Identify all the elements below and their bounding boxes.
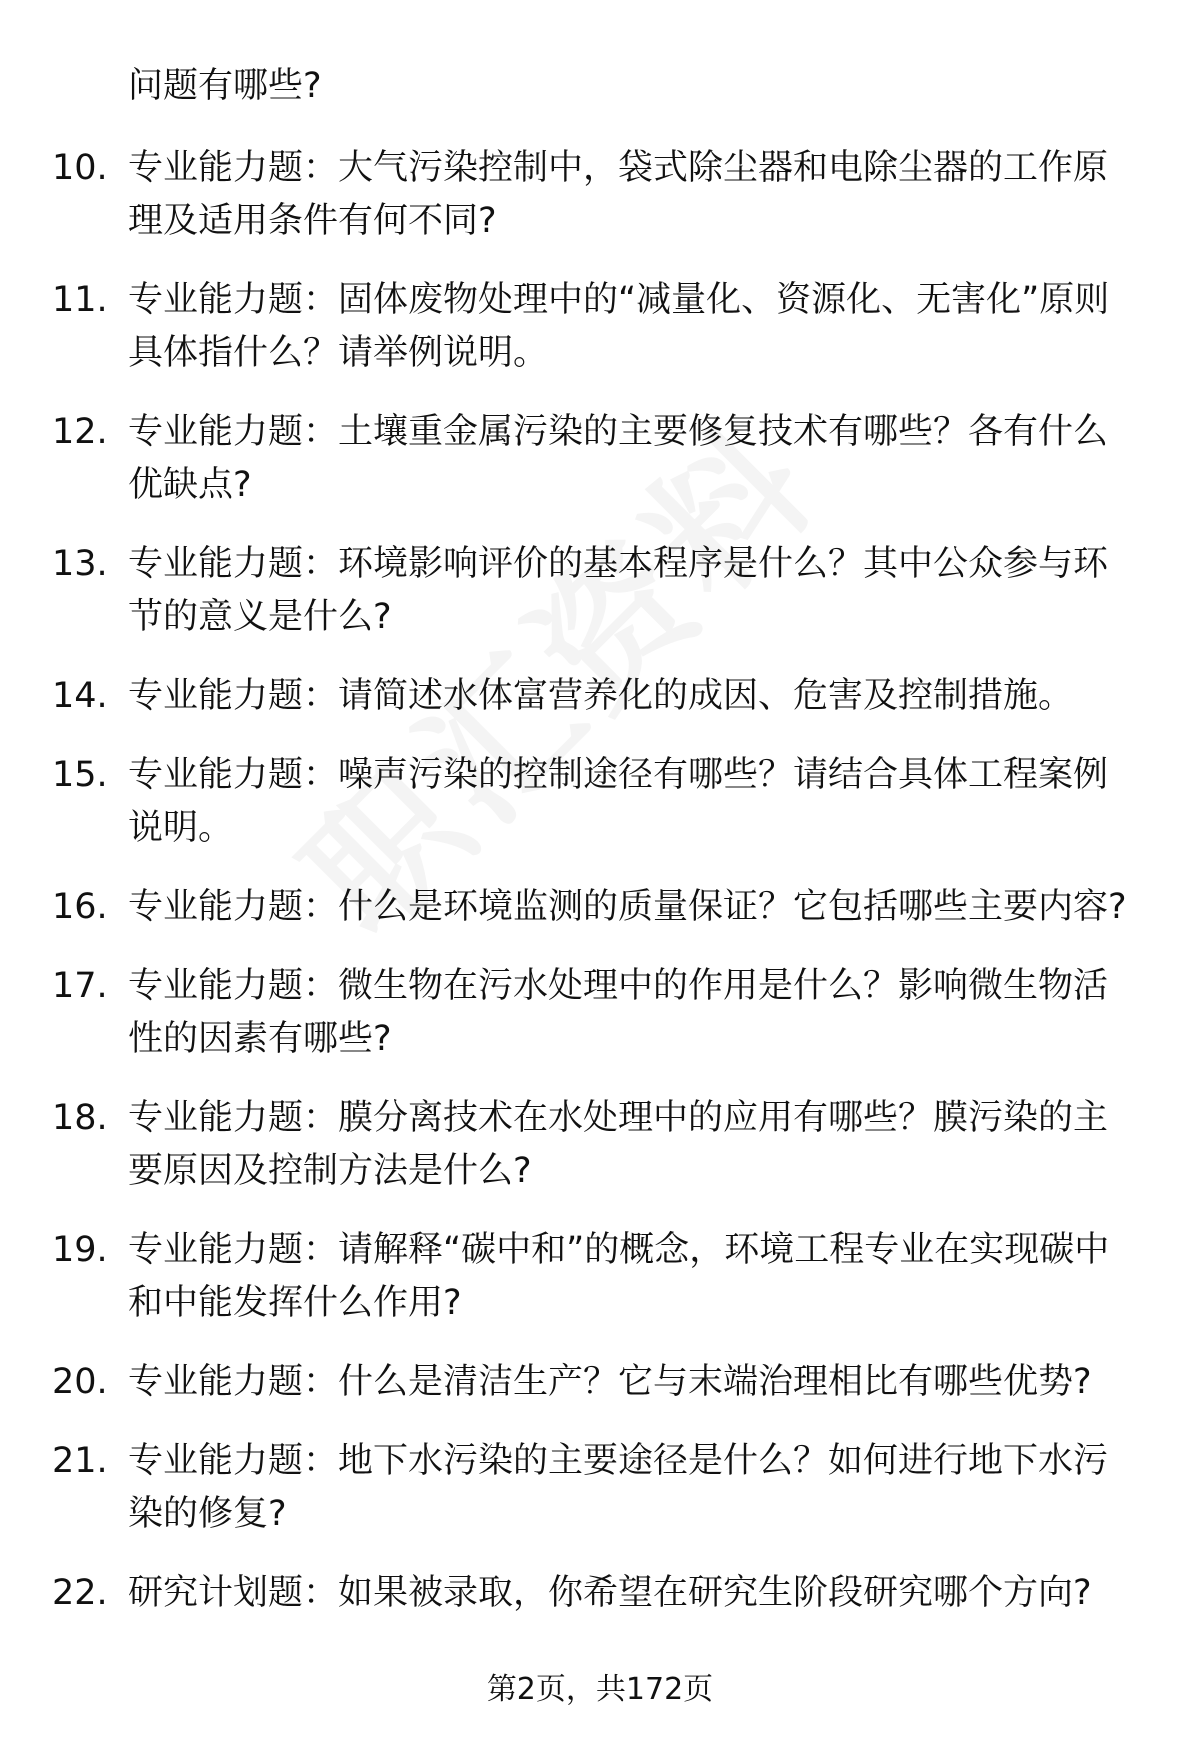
- question-item: [0, 960, 1200, 1066]
- question-number: 12.: [52, 412, 108, 452]
- question-item: [0, 538, 1200, 644]
- question-item: [0, 881, 1200, 934]
- question-item: [0, 1567, 1200, 1620]
- question-item: [0, 406, 1200, 512]
- question-text: 专业能力题：噪声污染的控制途径有哪些？请结合具体工程案例说明。: [128, 755, 1109, 848]
- page-number-footer: 第2页，共172页: [486, 1672, 714, 1707]
- question-item: [0, 1356, 1200, 1409]
- question-number: 15.: [52, 755, 108, 795]
- question-text: 专业能力题：请简述水体富营养化的成因、危害及控制措施。: [128, 676, 1074, 716]
- question-item: [0, 1224, 1200, 1330]
- question-text: 专业能力题：什么是清洁生产？它与末端治理相比有哪些优势?: [128, 1362, 1092, 1402]
- question-number: 11.: [52, 280, 108, 320]
- question-number: 17.: [52, 966, 108, 1006]
- question-text: 专业能力题：土壤重金属污染的主要修复技术有哪些？各有什么优缺点?: [128, 412, 1109, 505]
- question-number: 19.: [52, 1230, 108, 1270]
- question-item: [0, 274, 1200, 380]
- question-item: [0, 1435, 1200, 1541]
- question-text: 专业能力题：环境影响评价的基本程序是什么？其中公众参与环节的意义是什么?: [128, 544, 1109, 637]
- question-list: [0, 142, 1200, 1646]
- question-text: 专业能力题：固体废物处理中的“减量化、资源化、无害化”原则具体指什么？请举例说明。: [128, 280, 1110, 373]
- question-text: 专业能力题：膜分离技术在水处理中的应用有哪些？膜污染的主要原因及控制方法是什么?: [128, 1098, 1109, 1191]
- question-text: 专业能力题：请解释“碳中和”的概念，环境工程专业在实现碳中和中能发挥什么作用?: [128, 1230, 1110, 1323]
- question-number: 10.: [52, 148, 108, 188]
- question-item: [0, 1092, 1200, 1198]
- question-text: 专业能力题：微生物在污水处理中的作用是什么？影响微生物活性的因素有哪些?: [128, 966, 1109, 1059]
- question-number: 22.: [52, 1573, 108, 1613]
- continued-question-text: 问题有哪些?: [128, 66, 322, 106]
- question-text: 专业能力题：什么是环境监测的质量保证？它包括哪些主要内容?: [128, 887, 1127, 927]
- question-number: 13.: [52, 544, 108, 584]
- question-number: 21.: [52, 1441, 108, 1481]
- question-item: [0, 142, 1200, 248]
- question-number: 18.: [52, 1098, 108, 1138]
- question-text: 研究计划题：如果被录取，你希望在研究生阶段研究哪个方向?: [128, 1573, 1092, 1613]
- question-item: [0, 749, 1200, 855]
- question-number: 16.: [52, 887, 108, 927]
- question-number: 20.: [52, 1362, 108, 1402]
- question-text: 专业能力题：地下水污染的主要途径是什么？如何进行地下水污染的修复?: [128, 1441, 1109, 1534]
- question-number: 14.: [52, 676, 108, 716]
- question-item: [0, 670, 1200, 723]
- question-text: 专业能力题：大气污染控制中，袋式除尘器和电除尘器的工作原理及适用条件有何不同?: [128, 148, 1109, 241]
